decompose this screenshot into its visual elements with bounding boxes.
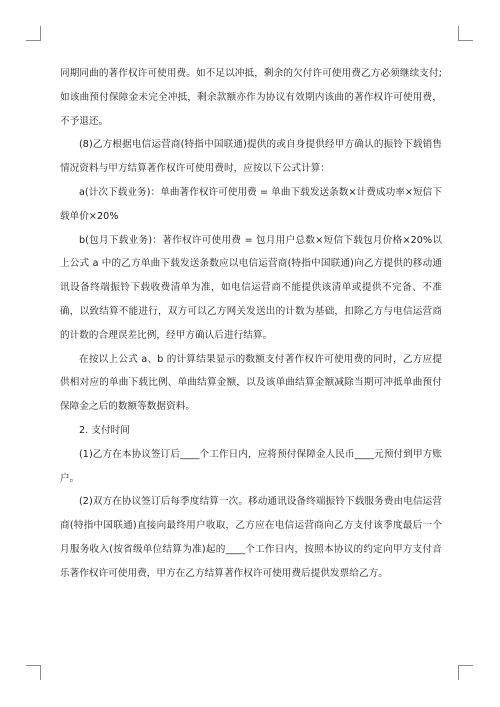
document-body (60, 62, 442, 586)
paragraph-formula-a: a(计次下载业务)：单曲著作权许可使用费 = 单曲下载发送条数×计费成功率×短信下载单价×20% (60, 186, 442, 222)
paragraph-payment-data: 在按以上公式 a、b 的计算结果显示的数额支付著作权许可使用费的同时，乙方应提供相对应的单曲下载比例、单曲结算金额，以及该单曲结算金额减除当期可冲抵单曲预付保障金之后的数额等数据资料。 (60, 353, 442, 413)
section-heading-payment-time: 2. 支付时间 (79, 424, 130, 436)
paragraph-clause-8: (8)乙方根据电信运营商(特指中国联通)提供的或自身提供经甲方确认的振铃下载销售情况资料与甲方结算著作权许可使用费时，应按以下公式计算： (60, 139, 442, 175)
crop-mark-top-left (26, 26, 41, 41)
crop-mark-bottom-left (26, 665, 41, 680)
crop-mark-top-right (458, 26, 473, 41)
paragraph-continuation: 同期同曲的著作权许可使用费。如不足以冲抵，剩余的欠付许可使用费乙方必须继续支付;如该曲预付保障金未完全冲抵，剩余款额亦作为协议有效期内该曲的著作权许可使用费，不予退还。 (60, 68, 442, 127)
paragraph-payment-1: (1)乙方在本协议签订后____个工作日内，应将预付保障金人民币____元预付到甲方账户。 (60, 448, 442, 484)
crop-mark-bottom-right (458, 665, 473, 680)
paragraph-formula-b: b(包月下载业务)：著作权许可使用费 = 包月用户总数×短信下载包月价格×20%以上公式 a 中的乙方单曲下载发送条数应以电信运营商(特指中国联通)向乙方提供的移动通讯设备终端振铃下载收费清单为准，如电信运营商不能提供该清单或提供不完备、不准确，以致结算不能进行，双方可以乙方网关发送出的计数为基础，扣除乙方与电信运营商的计数的合理误差比例，经甲方确认后进行结算。 (60, 234, 442, 341)
paragraph-payment-2: (2)双方在协议签订后每季度结算一次。移动通讯设备终端振铃下载服务费由电信运营商(特指中国联通)直接向最终用户收取，乙方应在电信运营商向乙方支付该季度最后一个月服务收入(按省级单位结算为准)起的____个工作日内，按照本协议的约定向甲方支付音乐著作权许可使用费，甲方在乙方结算著作权许可使用费后提供发票给乙方。 (60, 496, 442, 579)
